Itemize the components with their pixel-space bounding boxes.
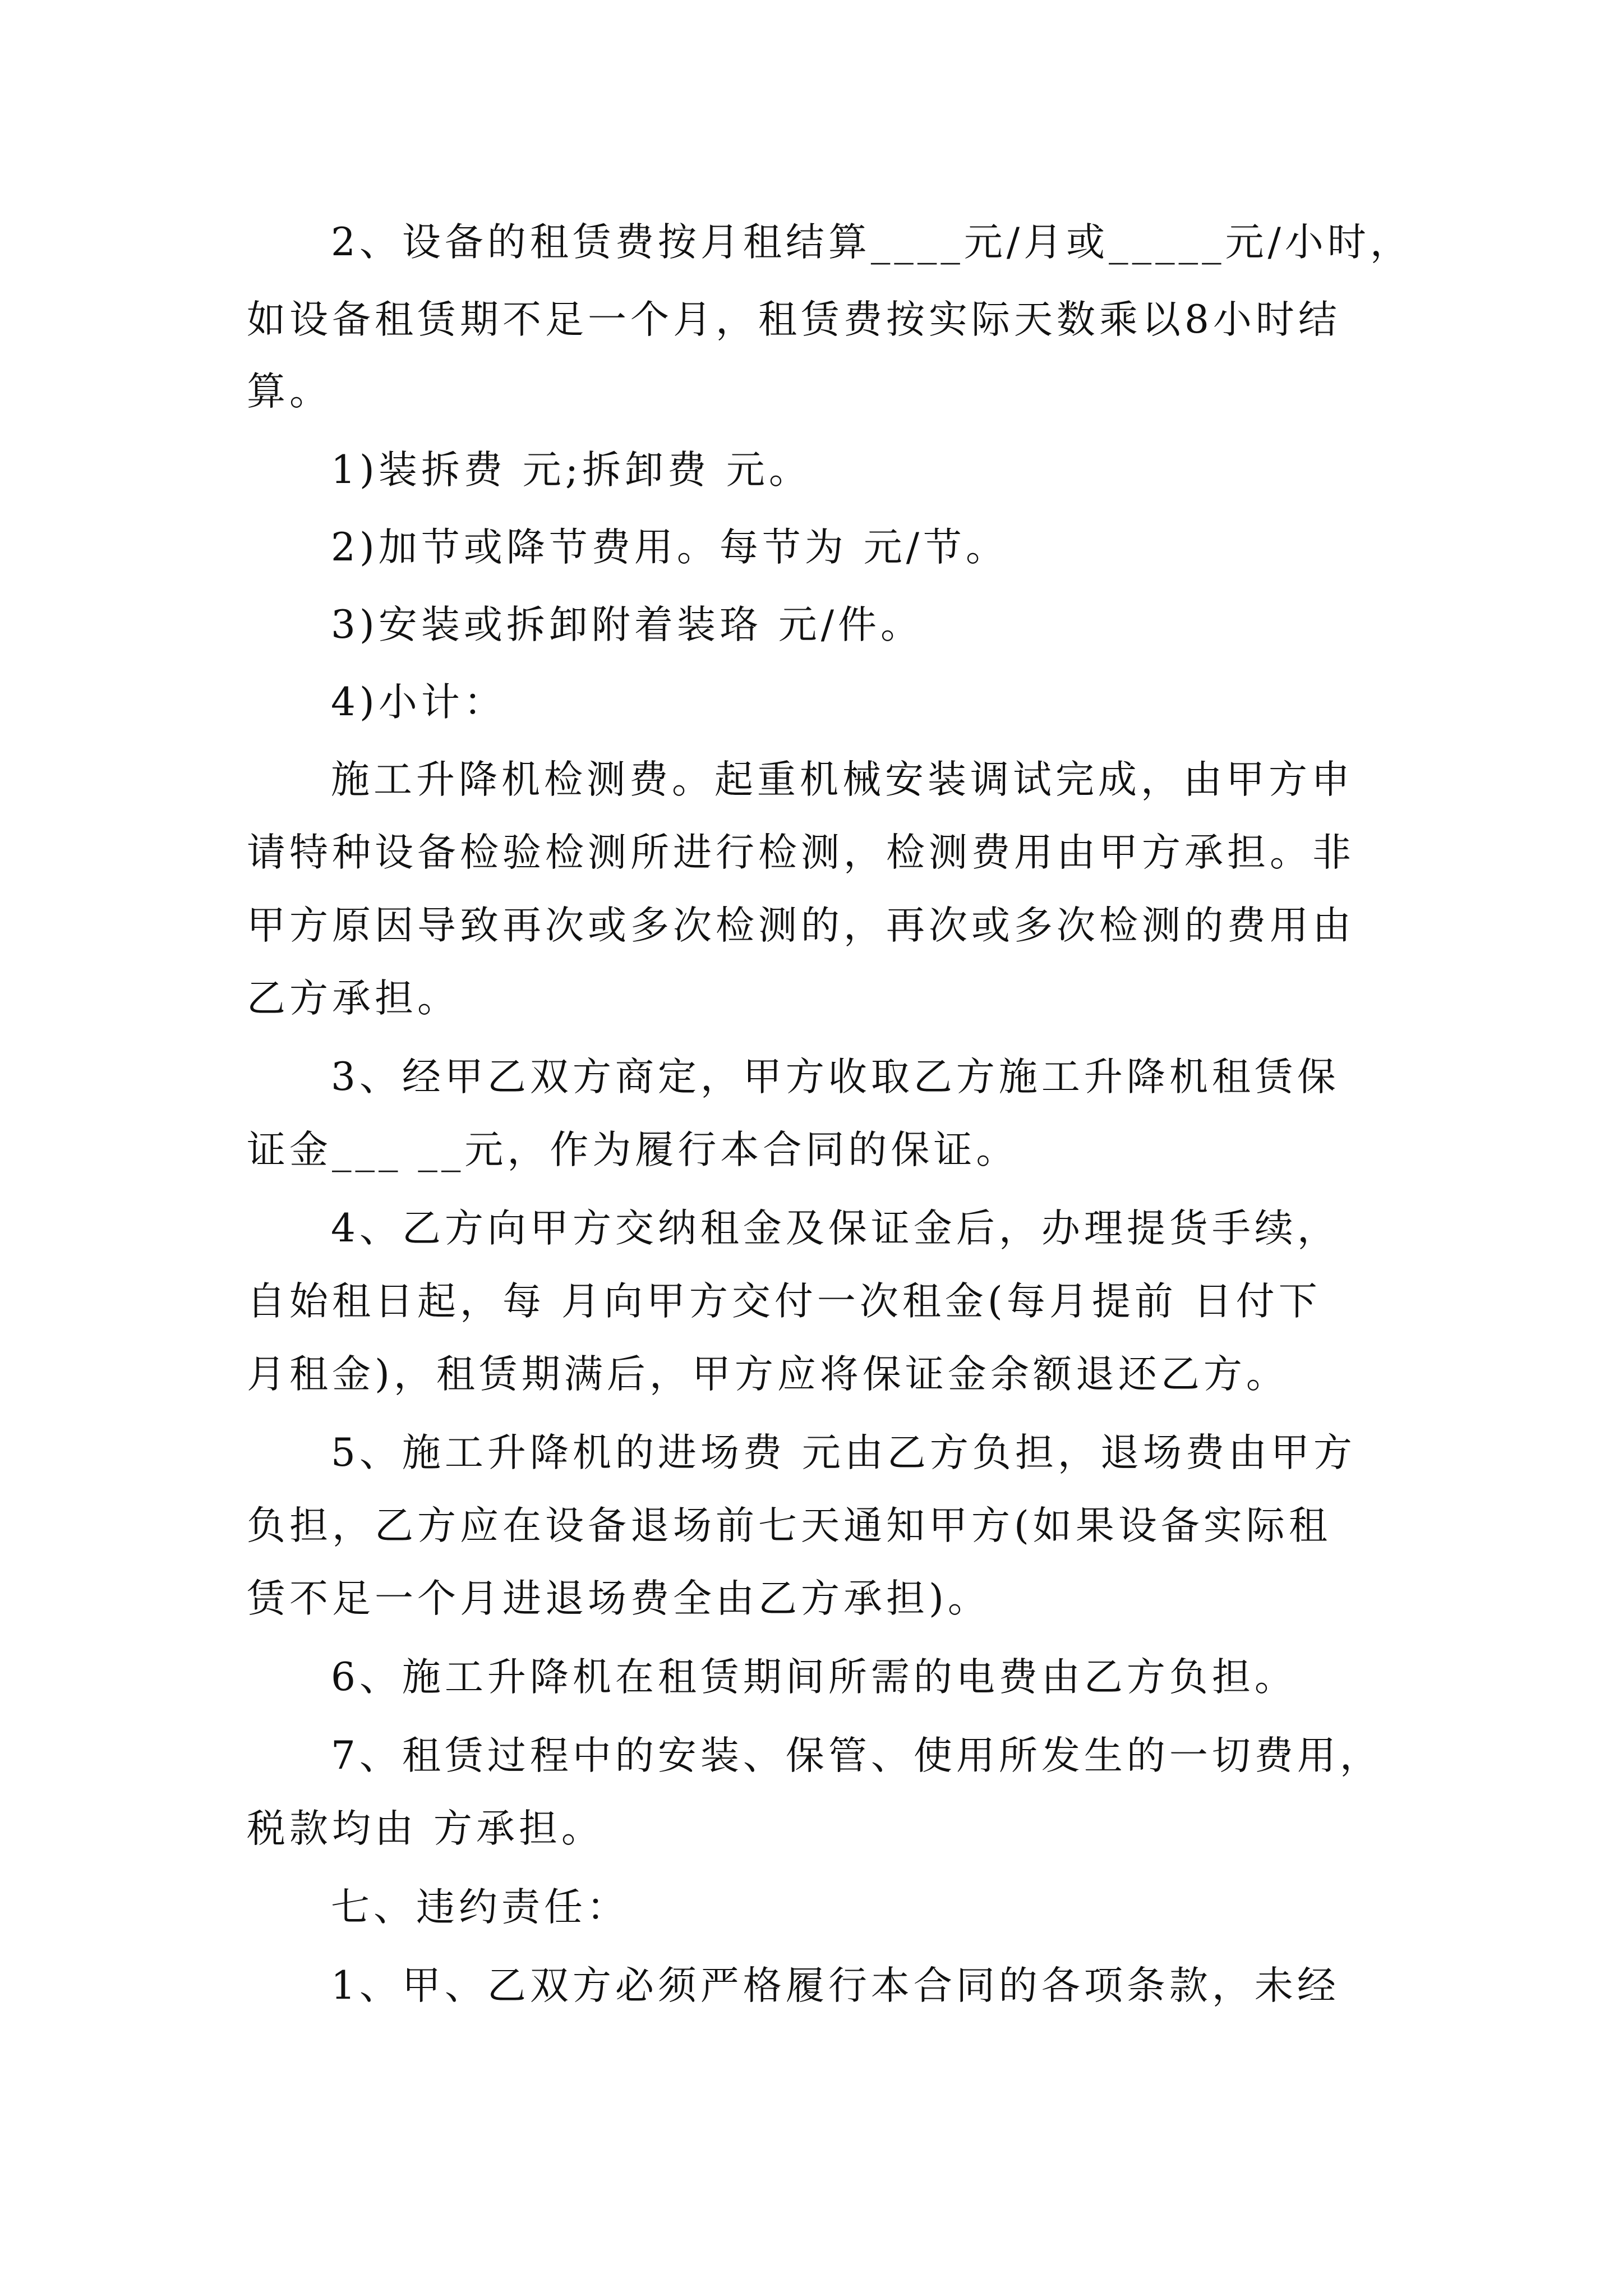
- inspection-fee-line-2: 请特种设备检验检测所进行检测，检测费用由甲方承担。非: [247, 830, 1355, 875]
- clause-5-entry-fee-line-2: 负担，乙方应在设备退场前七天通知甲方(如果设备实际租: [247, 1503, 1331, 1548]
- section-7-heading: 七、违约责任：: [331, 1885, 629, 1930]
- inspection-fee-line-3: 甲方原因导致再次或多次检测的，再次或多次检测的费用由: [247, 903, 1355, 948]
- clause-2-rent-line-3: 算。: [247, 369, 332, 414]
- clause-2-rent-line-2: 如设备租赁期不足一个月，租赁费按实际天数乘以8小时结: [247, 297, 1341, 342]
- inspection-fee-line-4: 乙方承担。: [247, 976, 460, 1021]
- clause-7-costs-line-2: 税款均由 方承担。: [247, 1806, 604, 1851]
- clause-2-rent-line-1: 2、设备的租赁费按月租结算____元/月或_____元/小时，: [331, 220, 1413, 265]
- clause-6-electricity: 6、施工升降机在租赁期间所需的电费由乙方负担。: [331, 1655, 1297, 1700]
- clause-4-payment-line-2: 自始租日起，每 月向甲方交付一次租金(每月提前 日付下: [247, 1279, 1321, 1324]
- clause-4-payment-line-1: 4、乙方向甲方交纳租金及保证金后，办理提货手续，: [331, 1206, 1340, 1251]
- clause-4-payment-line-3: 月租金)，租赁期满后，甲方应将保证金余额退还乙方。: [247, 1352, 1289, 1397]
- clause-5-entry-fee-line-1: 5、施工升降机的进场费 元由乙方负担，退场费由甲方: [331, 1430, 1356, 1475]
- liability-clause-1-line-1: 1、甲、乙双方必须严格履行本合同的各项条款，未经: [331, 1963, 1340, 2008]
- inspection-fee-line-1: 施工升降机检测费。起重机械安装调试完成，由甲方申: [331, 757, 1354, 802]
- item-2-section-fee: 2)加节或降节费用。每节为 元/节。: [331, 525, 1008, 570]
- clause-3-deposit-line-1: 3、经甲乙双方商定，甲方收取乙方施工升降机租赁保: [331, 1055, 1340, 1099]
- clause-5-entry-fee-line-3: 赁不足一个月进退场费全由乙方承担)。: [247, 1576, 990, 1621]
- item-1-dismantling-fee: 1)装拆费 元;拆卸费 元。: [331, 448, 811, 493]
- clause-7-costs-line-1: 7、租赁过程中的安装、保管、使用所发生的一切费用，: [331, 1733, 1382, 1778]
- item-4-subtotal: 4)小计：: [331, 680, 506, 725]
- clause-3-deposit-line-2: 证金___ __元，作为履行本合同的保证。: [247, 1128, 1019, 1172]
- item-3-attachment-fee: 3)安装或拆卸附着装珞 元/件。: [331, 602, 923, 647]
